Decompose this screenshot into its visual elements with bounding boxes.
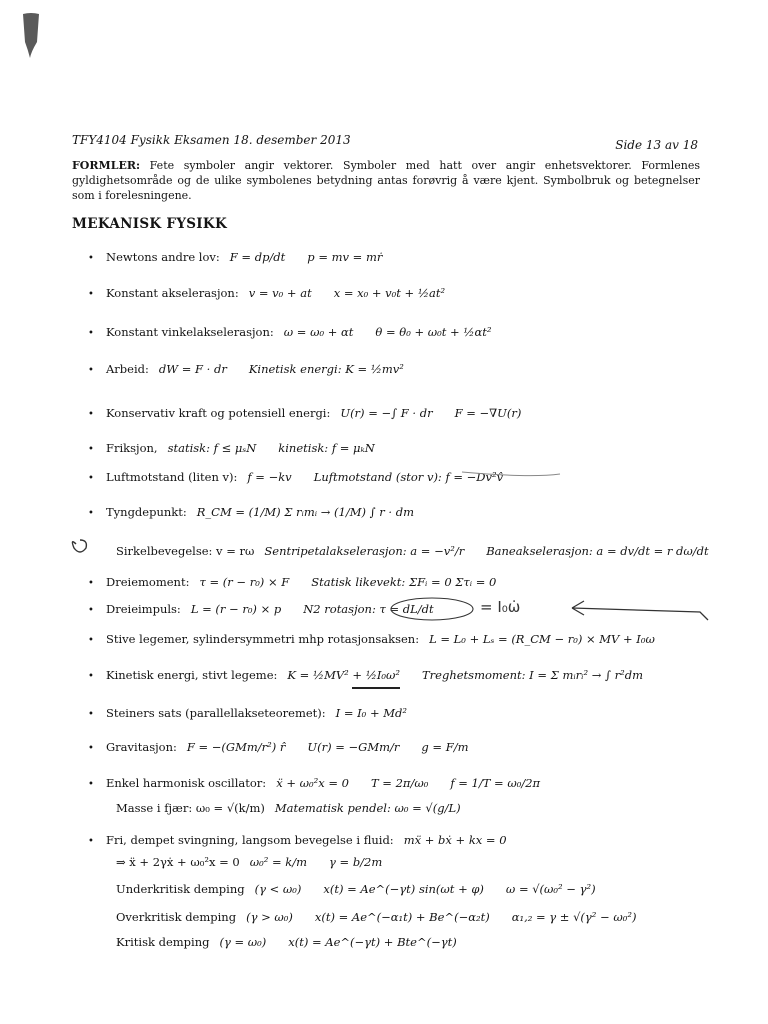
bullet: • xyxy=(88,473,94,484)
bullet: • xyxy=(88,836,94,847)
bullet: • xyxy=(88,779,94,790)
formula-equation: γ = b/2m xyxy=(329,855,383,869)
formula-row xyxy=(88,362,404,376)
formula-label: Stive legemer, sylindersymmetri mhp rotasjonsaksen: xyxy=(106,632,420,646)
formula-equation: F = −(GMm/r²) r̂ xyxy=(186,740,286,754)
formula-label: Kritisk demping xyxy=(116,935,210,949)
pen-mark xyxy=(20,12,42,60)
formula-label: Overkritisk demping xyxy=(116,910,237,924)
bullet: • xyxy=(88,409,94,420)
formula-equation: Sentripetalakselerasjon: a = −v²/r xyxy=(264,544,465,558)
formula-row xyxy=(88,575,496,589)
formula-equation: I = I₀ + Md² xyxy=(335,706,407,720)
formula-row xyxy=(88,833,507,847)
formula-equation: Kinetisk energi: K = ½mv² xyxy=(248,362,404,376)
arrow-head xyxy=(572,601,584,615)
formula-row xyxy=(88,706,407,720)
bullet: • xyxy=(88,444,94,455)
formula-equation: Baneakselerasjon: a = dv/dt = r dω/dt xyxy=(486,544,709,558)
formula-label: Dreieimpuls: xyxy=(106,602,181,616)
formula-label: Steiners sats (parallellakseteoremet): xyxy=(106,706,326,720)
formula-label: ⇒ ẍ + 2γẋ + ω₀²x = 0 xyxy=(116,855,240,869)
formula-label: Luftmotstand (liten v): xyxy=(106,470,238,484)
arrow-line xyxy=(572,608,708,620)
formula-equation: dW = F · dr xyxy=(158,362,227,376)
formula-equation: ω = ω₀ + αt xyxy=(283,325,354,339)
intro-paragraph xyxy=(72,158,700,203)
formula-equation: f = 1/T = ω₀/2π xyxy=(450,776,541,790)
formula-equation: U(r) = −∫ F · dr xyxy=(340,406,433,420)
formula-equation: Treghetsmoment: I = Σ mᵢrᵢ² → ∫ r²dm xyxy=(422,668,644,682)
formula-equation: statisk: f ≤ μₛN xyxy=(167,441,257,455)
circle-mark xyxy=(72,540,86,552)
formula-equation: (γ > ω₀) xyxy=(246,910,293,924)
formula-equation: τ = (r − r₀) × F xyxy=(199,575,290,589)
formula-row xyxy=(88,470,503,484)
formula-equation: p = mv = mṙ xyxy=(307,250,383,264)
bullet: • xyxy=(88,671,94,682)
formula-equation: x(t) = Ae^(−α₁t) + Be^(−α₂t) xyxy=(314,910,490,924)
formula-equation: (γ < ω₀) xyxy=(254,882,302,896)
formula-row xyxy=(98,935,457,949)
bullet: • xyxy=(88,578,94,589)
formula-label: Underkritisk demping xyxy=(116,882,245,896)
formula-row xyxy=(98,544,709,558)
formula-row xyxy=(98,801,461,815)
formula-equation: g = F/m xyxy=(421,740,469,754)
formula-row xyxy=(88,505,414,519)
formula-equation: v = v₀ + at xyxy=(248,286,312,300)
formula-row xyxy=(88,668,643,682)
bullet: • xyxy=(88,253,94,264)
formula-label: Masse i fjær: ω₀ = √(k/m) xyxy=(116,801,265,815)
formula-equation: T = 2π/ω₀ xyxy=(370,776,429,790)
formula-row xyxy=(88,740,468,754)
bullet: • xyxy=(88,508,94,519)
formula-equation: ω₀² = k/m xyxy=(249,855,307,869)
formula-equation: L = L₀ + Lₛ = (R_CM − r₀) × MV + I₀ω xyxy=(429,632,655,646)
formula-label: Fri, dempet svingning, langsom bevegelse i fluid: xyxy=(106,833,394,847)
formula-equation: x = x₀ + v₀t + ½at² xyxy=(333,286,446,300)
formula-equation: mẍ + bẋ + kx = 0 xyxy=(403,833,507,847)
formula-label: Friksjon, xyxy=(106,441,158,455)
formula-equation: R_CM = (1/M) Σ rᵢmᵢ → (1/M) ∫ r · dm xyxy=(196,505,415,519)
formula-row xyxy=(88,632,655,646)
formula-equation: f = −kv xyxy=(247,470,292,484)
formula-equation: kinetisk: f = μₖN xyxy=(278,441,375,455)
handwritten-note: = I₀ω̇ xyxy=(480,598,521,616)
formula-equation: Matematisk pendel: ω₀ = √(g/L) xyxy=(274,801,461,815)
formula-row xyxy=(88,406,521,420)
formula-label: Dreiemoment: xyxy=(106,575,190,589)
formula-equation: ω = √(ω₀² − γ²) xyxy=(505,882,596,896)
bullet: • xyxy=(88,605,94,616)
formula-equation: x(t) = Ae^(−γt) sin(ωt + φ) xyxy=(323,882,484,896)
formula-row xyxy=(88,602,434,616)
formula-row xyxy=(98,882,596,896)
bullet: • xyxy=(88,289,94,300)
formula-row xyxy=(98,855,382,869)
formula-equation: (γ = ω₀) xyxy=(219,935,267,949)
bullet: • xyxy=(88,709,94,720)
header-right: Side 13 av 18 xyxy=(615,138,698,152)
formula-label: Gravitasjon: xyxy=(106,740,177,754)
formula-label: Enkel harmonisk oscillator: xyxy=(106,776,267,790)
formula-equation: N2 rotasjon: τ = dL/dt xyxy=(303,602,434,616)
formula-equation: F = dp/dt xyxy=(229,250,286,264)
bullet: • xyxy=(88,743,94,754)
formula-equation: K = ½MV² + ½I₀ω² xyxy=(287,668,400,682)
formula-row xyxy=(88,250,382,264)
section-title: MEKANISK FYSIKK xyxy=(72,216,227,232)
bullet: • xyxy=(88,328,94,339)
formula-label: Konservativ kraft og potensiell energi: xyxy=(106,406,331,420)
header-left: TFY4104 Fysikk Eksamen 18. desember 2013 xyxy=(72,133,351,147)
formula-label: Konstant akselerasjon: xyxy=(106,286,239,300)
formula-equation: x(t) = Ae^(−γt) + Bte^(−γt) xyxy=(288,935,457,949)
formula-equation: θ = θ₀ + ω₀t + ½αt² xyxy=(375,325,492,339)
formula-row xyxy=(88,776,540,790)
formula-equation: U(r) = −GMm/r xyxy=(307,740,400,754)
formula-label: Konstant vinkelakselerasjon: xyxy=(106,325,274,339)
formula-label: Tyngdepunkt: xyxy=(106,505,187,519)
formula-equation: L = (r − r₀) × p xyxy=(190,602,282,616)
formula-label: Arbeid: xyxy=(106,362,149,376)
formula-label: Kinetisk energi, stivt legeme: xyxy=(106,668,278,682)
formula-label: Newtons andre lov: xyxy=(106,250,220,264)
formula-row xyxy=(88,286,445,300)
formula-equation: α₁,₂ = γ ± √(γ² − ω₀²) xyxy=(511,910,637,924)
intro-text: Fete symboler angir vektorer. Symboler med hatt over angir enhetsvektorer. Formlenes gyldighetsområde og de ulike symbolenes betydning antas forøvrig å være kjent. Symbolbruk og betegnelser som i forelesningene. xyxy=(72,159,701,202)
intro-lead: FORMLER: xyxy=(72,159,141,172)
formula-row xyxy=(88,325,491,339)
bullet: • xyxy=(88,635,94,646)
formula-equation: F = −∇U(r) xyxy=(454,406,522,420)
formula-equation: ẍ + ω₀²x = 0 xyxy=(276,776,349,790)
formula-row xyxy=(88,441,375,455)
bullet: • xyxy=(88,365,94,376)
formula-equation: Statisk likevekt: ΣFᵢ = 0 Στᵢ = 0 xyxy=(311,575,497,589)
formula-label: Sirkelbevegelse: v = rω xyxy=(116,544,255,558)
formula-row xyxy=(98,910,636,924)
formula-equation: Luftmotstand (stor v): f = −Dv²v̂ xyxy=(313,470,504,484)
